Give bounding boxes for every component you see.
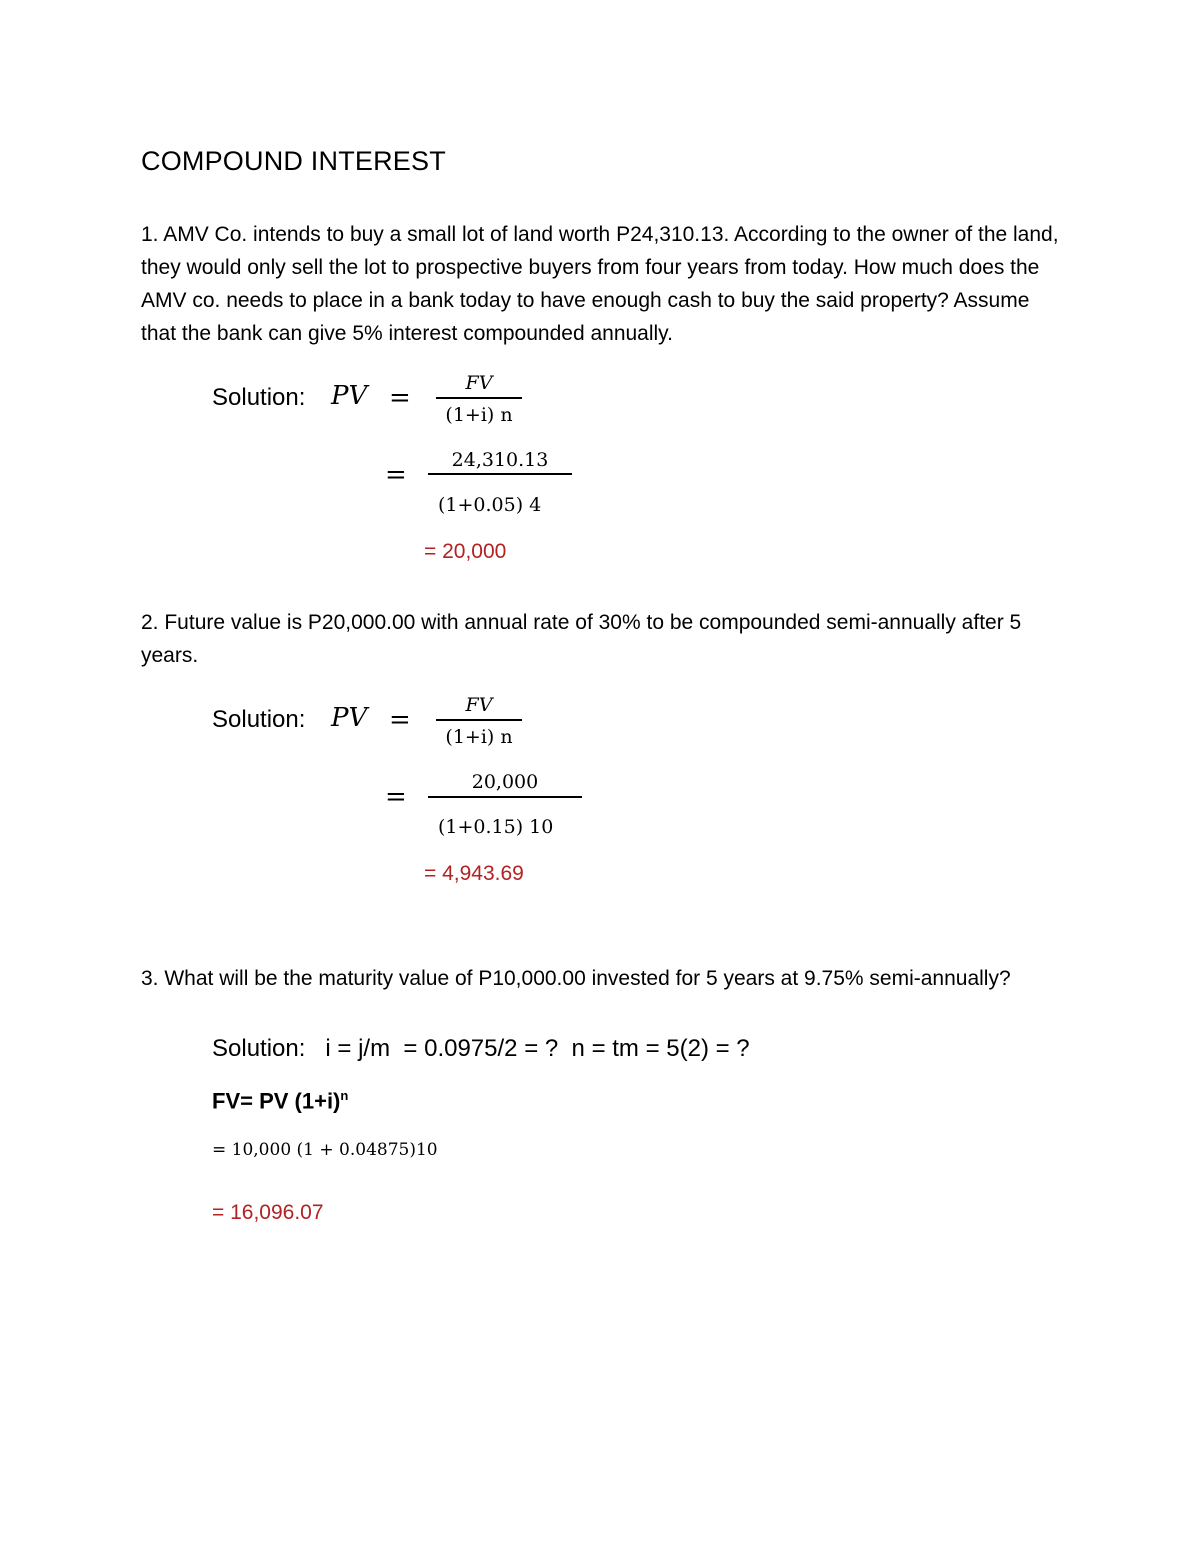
problem-1-equals: = (389, 383, 411, 413)
problem-2-sub-numerator: 20,000 (471, 771, 539, 793)
problem-2-formula-fraction-bar (436, 719, 522, 721)
problem-2-solution-label: Solution: (212, 706, 306, 733)
problem-3-calculation: = 10,000 (1 + 0.04875)10 (212, 1140, 438, 1160)
problem-2-formula-numerator: FV (465, 694, 493, 716)
problem-2-sub-denominator: (1+0.15) 10 (438, 816, 554, 838)
problem-1-formula-denominator: (1+i) n (445, 404, 513, 426)
problem-3-formula-main: FV= PV (1+i) (212, 1088, 341, 1114)
problem-1-sub-equals: = (385, 460, 407, 490)
problem-3-question: 3. What will be the maturity value of P10,000.00 invested for 5 years at 9.75% semi-annually? (141, 967, 1011, 990)
problem-1-formula-fraction-bar (436, 397, 522, 399)
problem-1-sub-fraction-bar (428, 473, 572, 475)
problem-2-result: = 4,943.69 (424, 862, 524, 885)
problem-1-result: = 20,000 (424, 540, 507, 563)
problem-1-lhs: PV (331, 381, 368, 411)
problem-1-sub-denominator: (1+0.05) 4 (438, 494, 542, 516)
problem-1-solution-label: Solution: (212, 384, 306, 411)
problem-2-question: 2. Future value is P20,000.00 with annual rate of 30% to be compounded semi-annually after 5 years. (141, 611, 1022, 667)
page-title: COMPOUND INTEREST (141, 146, 446, 176)
problem-1-formula-numerator: FV (465, 372, 493, 394)
problem-3-solution-line: Solution: i = j/m = 0.0975/2 = ? n = tm = 5(2) = ? (212, 1035, 750, 1062)
problem-2-equals: = (389, 705, 411, 735)
problem-2-sub-equals: = (385, 782, 407, 812)
problem-1-question: 1. AMV Co. intends to buy a small lot of land worth P24,310.13. According to the owner of the land, they would only sell the lot to prospective buyers from four years from today. How much does the AMV co. needs to place in a bank today to have enough cash to buy the said property? Assume that the bank can give 5% interest compounded annually. (141, 223, 1059, 345)
problem-3-formula-exponent: n (340, 1088, 349, 1103)
problem-3-result: = 16,096.07 (212, 1201, 324, 1224)
problem-2-sub-fraction-bar (428, 796, 582, 798)
problem-2-formula-denominator: (1+i) n (445, 726, 513, 748)
problem-2-lhs: PV (331, 703, 368, 733)
problem-1-sub-numerator: 24,310.13 (451, 449, 549, 471)
problem-3-formula (212, 1088, 348, 1114)
